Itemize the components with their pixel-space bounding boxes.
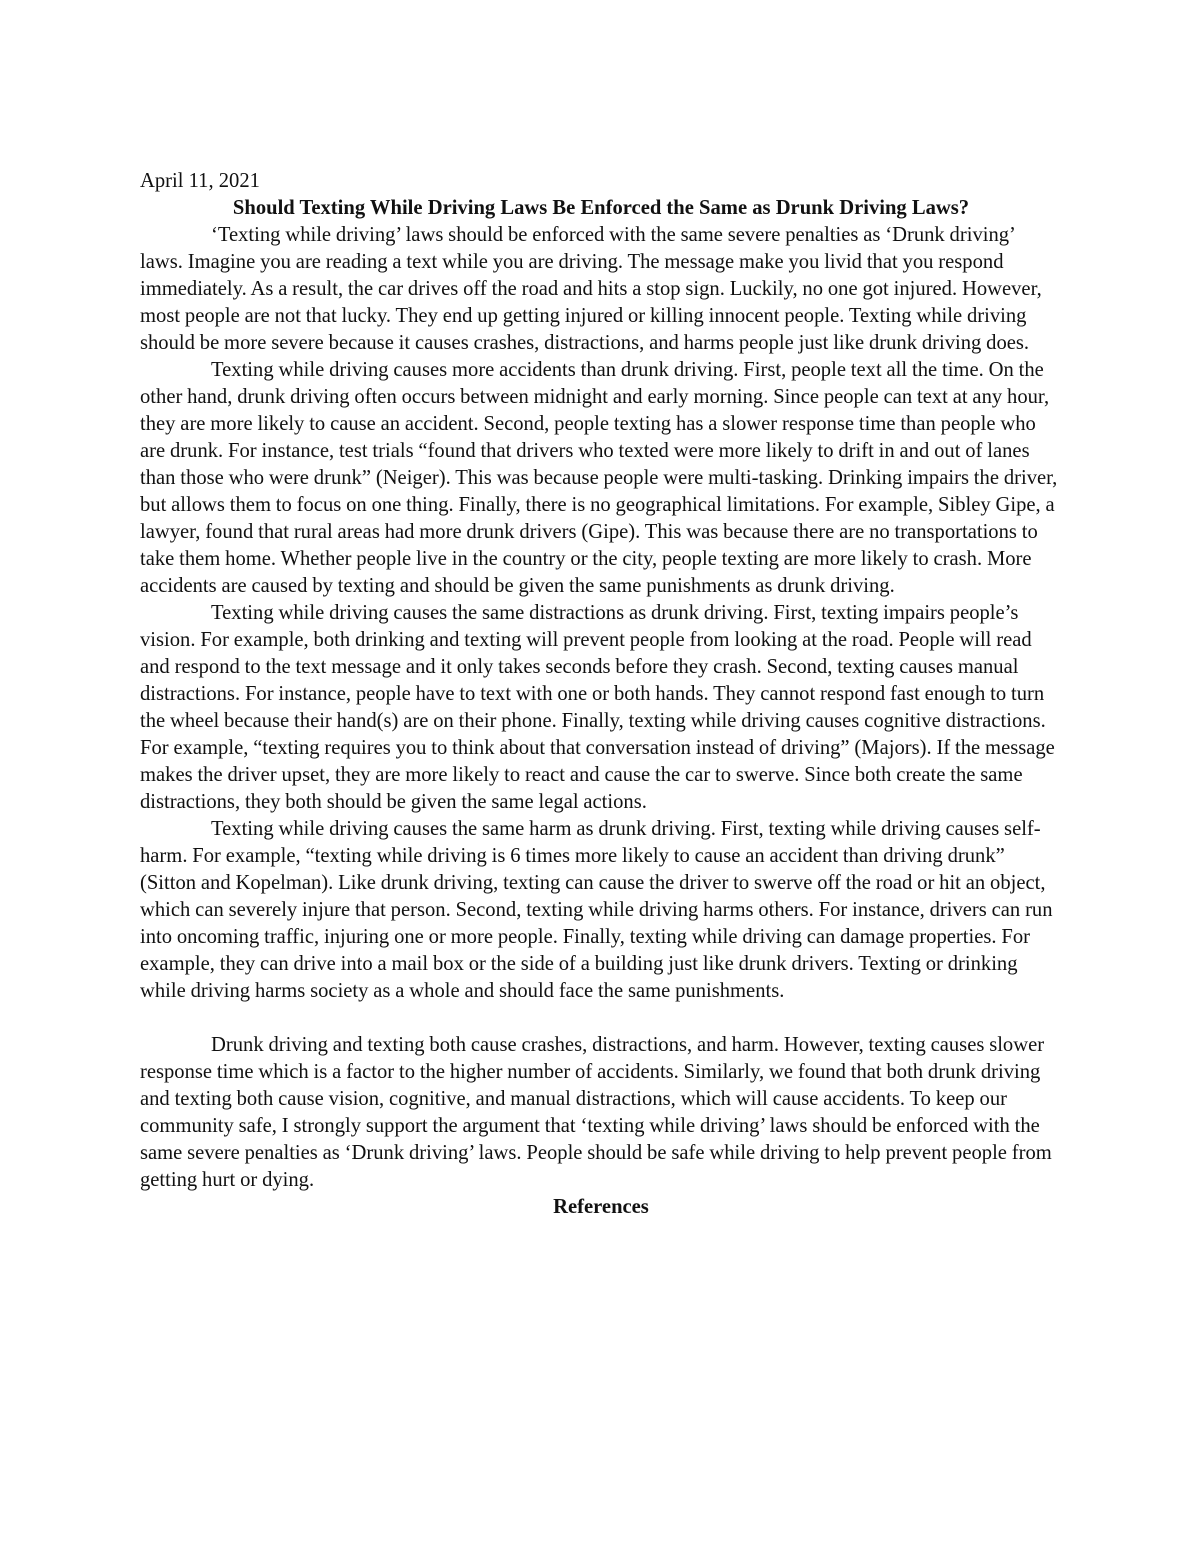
document-date: April 11, 2021	[140, 170, 260, 192]
paragraph-conclusion: Drunk driving and texting both cause crashes, distractions, and harm. However, texting causes slower response time which is a factor to the higher number of accidents. Similarly, we found that both drunk driving and texting both cause vision, cognitive, and manual distractions, which will cause accidents. To keep our community safe, I strongly support the argument that ‘texting while driving’ laws should be enforced with the same severe penalties as ‘Drunk driving’ laws. People should be safe while driving to help prevent people from getting hurt or dying.	[140, 1034, 1052, 1191]
paragraph-distractions: Texting while driving causes the same distractions as drunk driving. First, texting impairs people’s vision. For example, both drinking and texting will prevent people from looking at the road. People will read and respond to the text message and it only takes seconds before they crash. Second, texting causes manual distractions. For instance, people have to text with one or both hands. They cannot respond fast enough to turn the wheel because their hand(s) are on their phone. Finally, texting while driving causes cognitive distractions. For example, “texting requires you to think about that conversation instead of driving” (Majors). If the message makes the driver upset, they are more likely to react and cause the car to swerve. Since both create the same distractions, they both should be given the same legal actions.	[140, 602, 1055, 813]
document-title: Should Texting While Driving Laws Be Enforced the Same as Drunk Driving Laws?	[232, 197, 970, 219]
document-body	[140, 168, 1062, 1221]
paragraph-harm: Texting while driving causes the same harm as drunk driving. First, texting while driving causes self-harm. For example, “texting while driving is 6 times more likely to cause an accident than driving drunk” (Sitton and Kopelman). Like drunk driving, texting can cause the driver to swerve off the road or hit an object, which can severely injure that person. Second, texting while driving harms others. For instance, drivers can run into oncoming traffic, injuring one or more people. Finally, texting while driving can damage properties. For example, they can drive into a mail box or the side of a building just like drunk drivers. Texting or drinking while driving harms society as a whole and should face the same punishments.	[140, 818, 1053, 1002]
paragraph-accidents: Texting while driving causes more accidents than drunk driving. First, people text all the time. On the other hand, drunk driving often occurs between midnight and early morning. Since people can text at any hour, they are more likely to cause an accident. Second, people texting has a slower response time than people who are drunk. For instance, test trials “found that drivers who texted were more likely to drift in and out of lanes than those who were drunk” (Neiger). This was because people were multi-tasking. Drinking impairs the driver, but allows them to focus on one thing. Finally, there is no geographical limitations. For example, Sibley Gipe, a lawyer, found that rural areas had more drunk drivers (Gipe). This was because there are no transportations to take them home. Whether people live in the country or the city, people texting are more likely to crash. More accidents are caused by texting and should be given the same punishments as drunk driving.	[140, 359, 1058, 597]
references-heading: References	[553, 1196, 649, 1218]
paragraph-introduction: ‘Texting while driving’ laws should be enforced with the same severe penalties as ‘Drunk driving’ laws. Imagine you are reading a text while you are driving. The message make you livid that you respond immediately. As a result, the car drives off the road and hits a stop sign. Luckily, no one got injured. However, most people are not that lucky. They end up getting injured or killing innocent people. Texting while driving should be more severe because it causes crashes, distractions, and harms people just like drunk driving does.	[140, 224, 1042, 354]
paragraph-spacer	[140, 1005, 1062, 1032]
